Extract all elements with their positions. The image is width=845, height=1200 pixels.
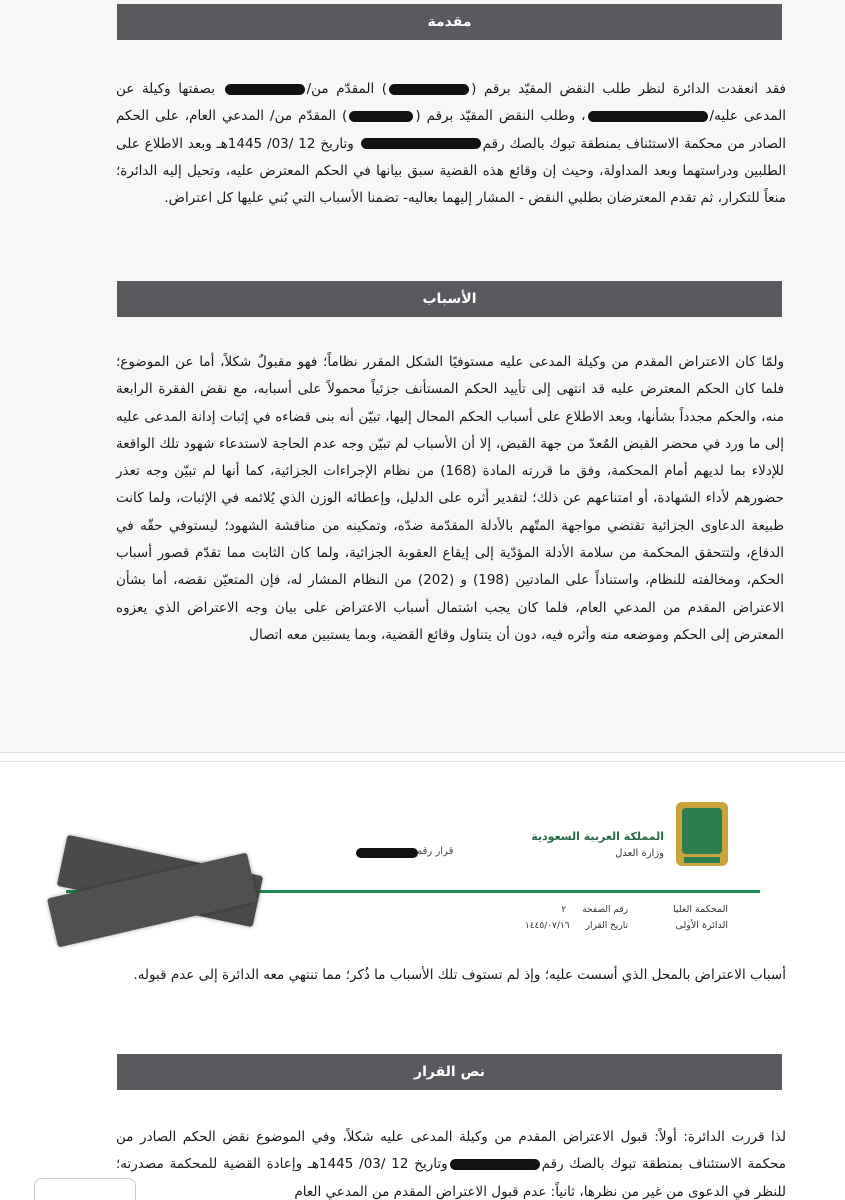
reasons-paragraph: ولمّا كان الاعتراض المقدم من وكيلة المدعى عليه مستوفيًا الشكل المقرر نظاماً؛ فهو مقبولٌ شكلاً، أما عن الموضوع؛ فلما كان الحكم المعترض عليه قد انتهى إلى تأييد الحكم المستأنف جزئياً محمولاً على أسبابه، مع نقض الفقرة الرابعة منه، والحكم مجدداً بشأنها، وبعد الاطلاع على أسباب الحكم المحال إليها، تبيّن أنه بنى قضاءه في إثبات إدانة المدعى عليه إلى ما ورد في محضر القبض المُعدّ من جهة القبض، إلا أن الأسباب لم تبيّن وجه عدم الحاجة لاستدعاء شهود تلك الواقعة للإدلاء بما لديهم أمام المحكمة، وفق ما قررته المادة (168) من نظام الإجراءات الجزائية، كما أنها لم تبيّن وجه تعذر حضورهم لأداء الشهادة، أو امتناعهم عن ذلك؛ لتقدير أثره على الدليل، وإعطائه الوزن الذي يُلائمه في الإثبات، ولما كانت طبيعة الدعاوى الجزائية تقتضي مواجهة المتّهم بالأدلة المقدّمة ضدّه، وتمكينه من مناقشة الشهود؛ ليستوفي حقّه في الدفاع، ولتتحقق المحكمة من سلامة الأدلة المؤدّية إلى إيقاع العقوبة الجزائية، ولما كان الثابت مما تقدّم قصور أسباب الحكم، ومخالفته للنظام، واستناداً على المادتين (198) و (202) من النظام المشار له، فإن المتعيّن نقضه، أما بشأن الاعتراض المقدم من المدعي العام، فلما كان يجب اشتمال أسباب الاعتراض على بيان وجه الاعتراض الذي يعزوه المعترض إلى الحكم وموضعه منه وأثره فيه، دون أن يتناول وقائع القضية، وبما يستبين معه اتصال	[116, 354, 784, 643]
redaction	[450, 1159, 540, 1170]
court-name: المحكمة العليا	[672, 904, 728, 915]
decision-text: للمحكمة مصدرته؛ للنظر في الدعوى من غير من نظرها، ثانياً: عدم قبول الاعتراض المقدم من المدعي العام	[116, 1156, 786, 1200]
document-page-2	[0, 762, 845, 1200]
section-header-intro: مقدمة	[117, 4, 782, 40]
decision-date-value: ١٤٤٥/٠٧/١٦	[524, 921, 570, 931]
section-header-decision: نص القرار	[117, 1054, 782, 1090]
redaction-overlay	[50, 847, 265, 939]
decision-date-label: تاريخ القرار	[585, 921, 628, 931]
country-name: المملكة العربية السعودية	[531, 830, 664, 843]
ministry-emblem-icon	[676, 802, 728, 866]
redaction	[225, 84, 305, 95]
continuation-paragraph: أسباب الاعتراض بالمحل الذي أسست عليه؛ وإذ لم تستوف تلك الأسباب ما ذُكر؛ مما تنتهي معه الدائرة إلى عدم قبوله.	[133, 967, 786, 983]
redaction	[389, 84, 469, 95]
decision-text: من محكمة الاستئناف بمنطقة تبوك بالصك رقم	[116, 1129, 786, 1173]
intro-text: بصفتها وكيلة عن المدعى عليه/	[116, 81, 786, 125]
redaction	[349, 111, 413, 122]
redaction	[356, 848, 418, 858]
decision-text: لذا قررت الدائرة: أولاً: قبول الاعتراض المقدم من وكيلة المدعى عليه شكلاً، وفي الموضوع نقض الحكم الصادر	[140, 1129, 786, 1145]
intro-text: وتاريخ 12 /03/ 1445هـ وبعد الاطلاع على الطلبين ودراستهما وبعد المداولة، وحيث إن وقائع هذه القضية سبق بيانها في الحكم المعترض عليه، وتحيل إليه الدائرة؛ منعاً للتكرار، ثم تقدم المعترضان بطلبي النقض - المشار إليهما بعاليه- تضمنا الأسباب التي بُني عليها كل اعتراض.	[116, 135, 786, 207]
circuit-name: الدائرة الأولى	[675, 920, 728, 931]
redaction	[588, 111, 708, 122]
letterhead	[498, 802, 728, 892]
ministry-name: وزارة العدل	[615, 848, 664, 859]
section-header-reasons: الأسباب	[117, 281, 782, 317]
decision-number-label: قرار رقم	[416, 846, 454, 857]
page-number-label: رقم الصفحة	[582, 905, 628, 915]
page-separator	[0, 752, 845, 762]
decision-text: وتاريخ 12 /03/ 1445هـ وإعادة القضية	[223, 1156, 448, 1173]
redaction	[361, 138, 481, 149]
decision-paragraph	[116, 1124, 786, 1200]
intro-text: ) المقدّم من/ المدعي العام، على الحكم الصادر من محكمة الاستئناف بمنطقة تبوك بالصك رقم	[116, 108, 787, 152]
overlay-control[interactable]	[34, 1178, 136, 1200]
court-info	[673, 902, 728, 934]
intro-text: ) المقدّم من/	[306, 81, 388, 97]
intro-paragraph	[116, 76, 786, 212]
intro-text: فقد انعقدت الدائرة لنظر طلب النقض المقيّد برقم (	[471, 81, 786, 97]
intro-text: ، وطلب النقض المقيّد برقم (	[415, 108, 586, 125]
page-number-value: ٢	[561, 905, 567, 915]
page-meta	[508, 902, 628, 934]
